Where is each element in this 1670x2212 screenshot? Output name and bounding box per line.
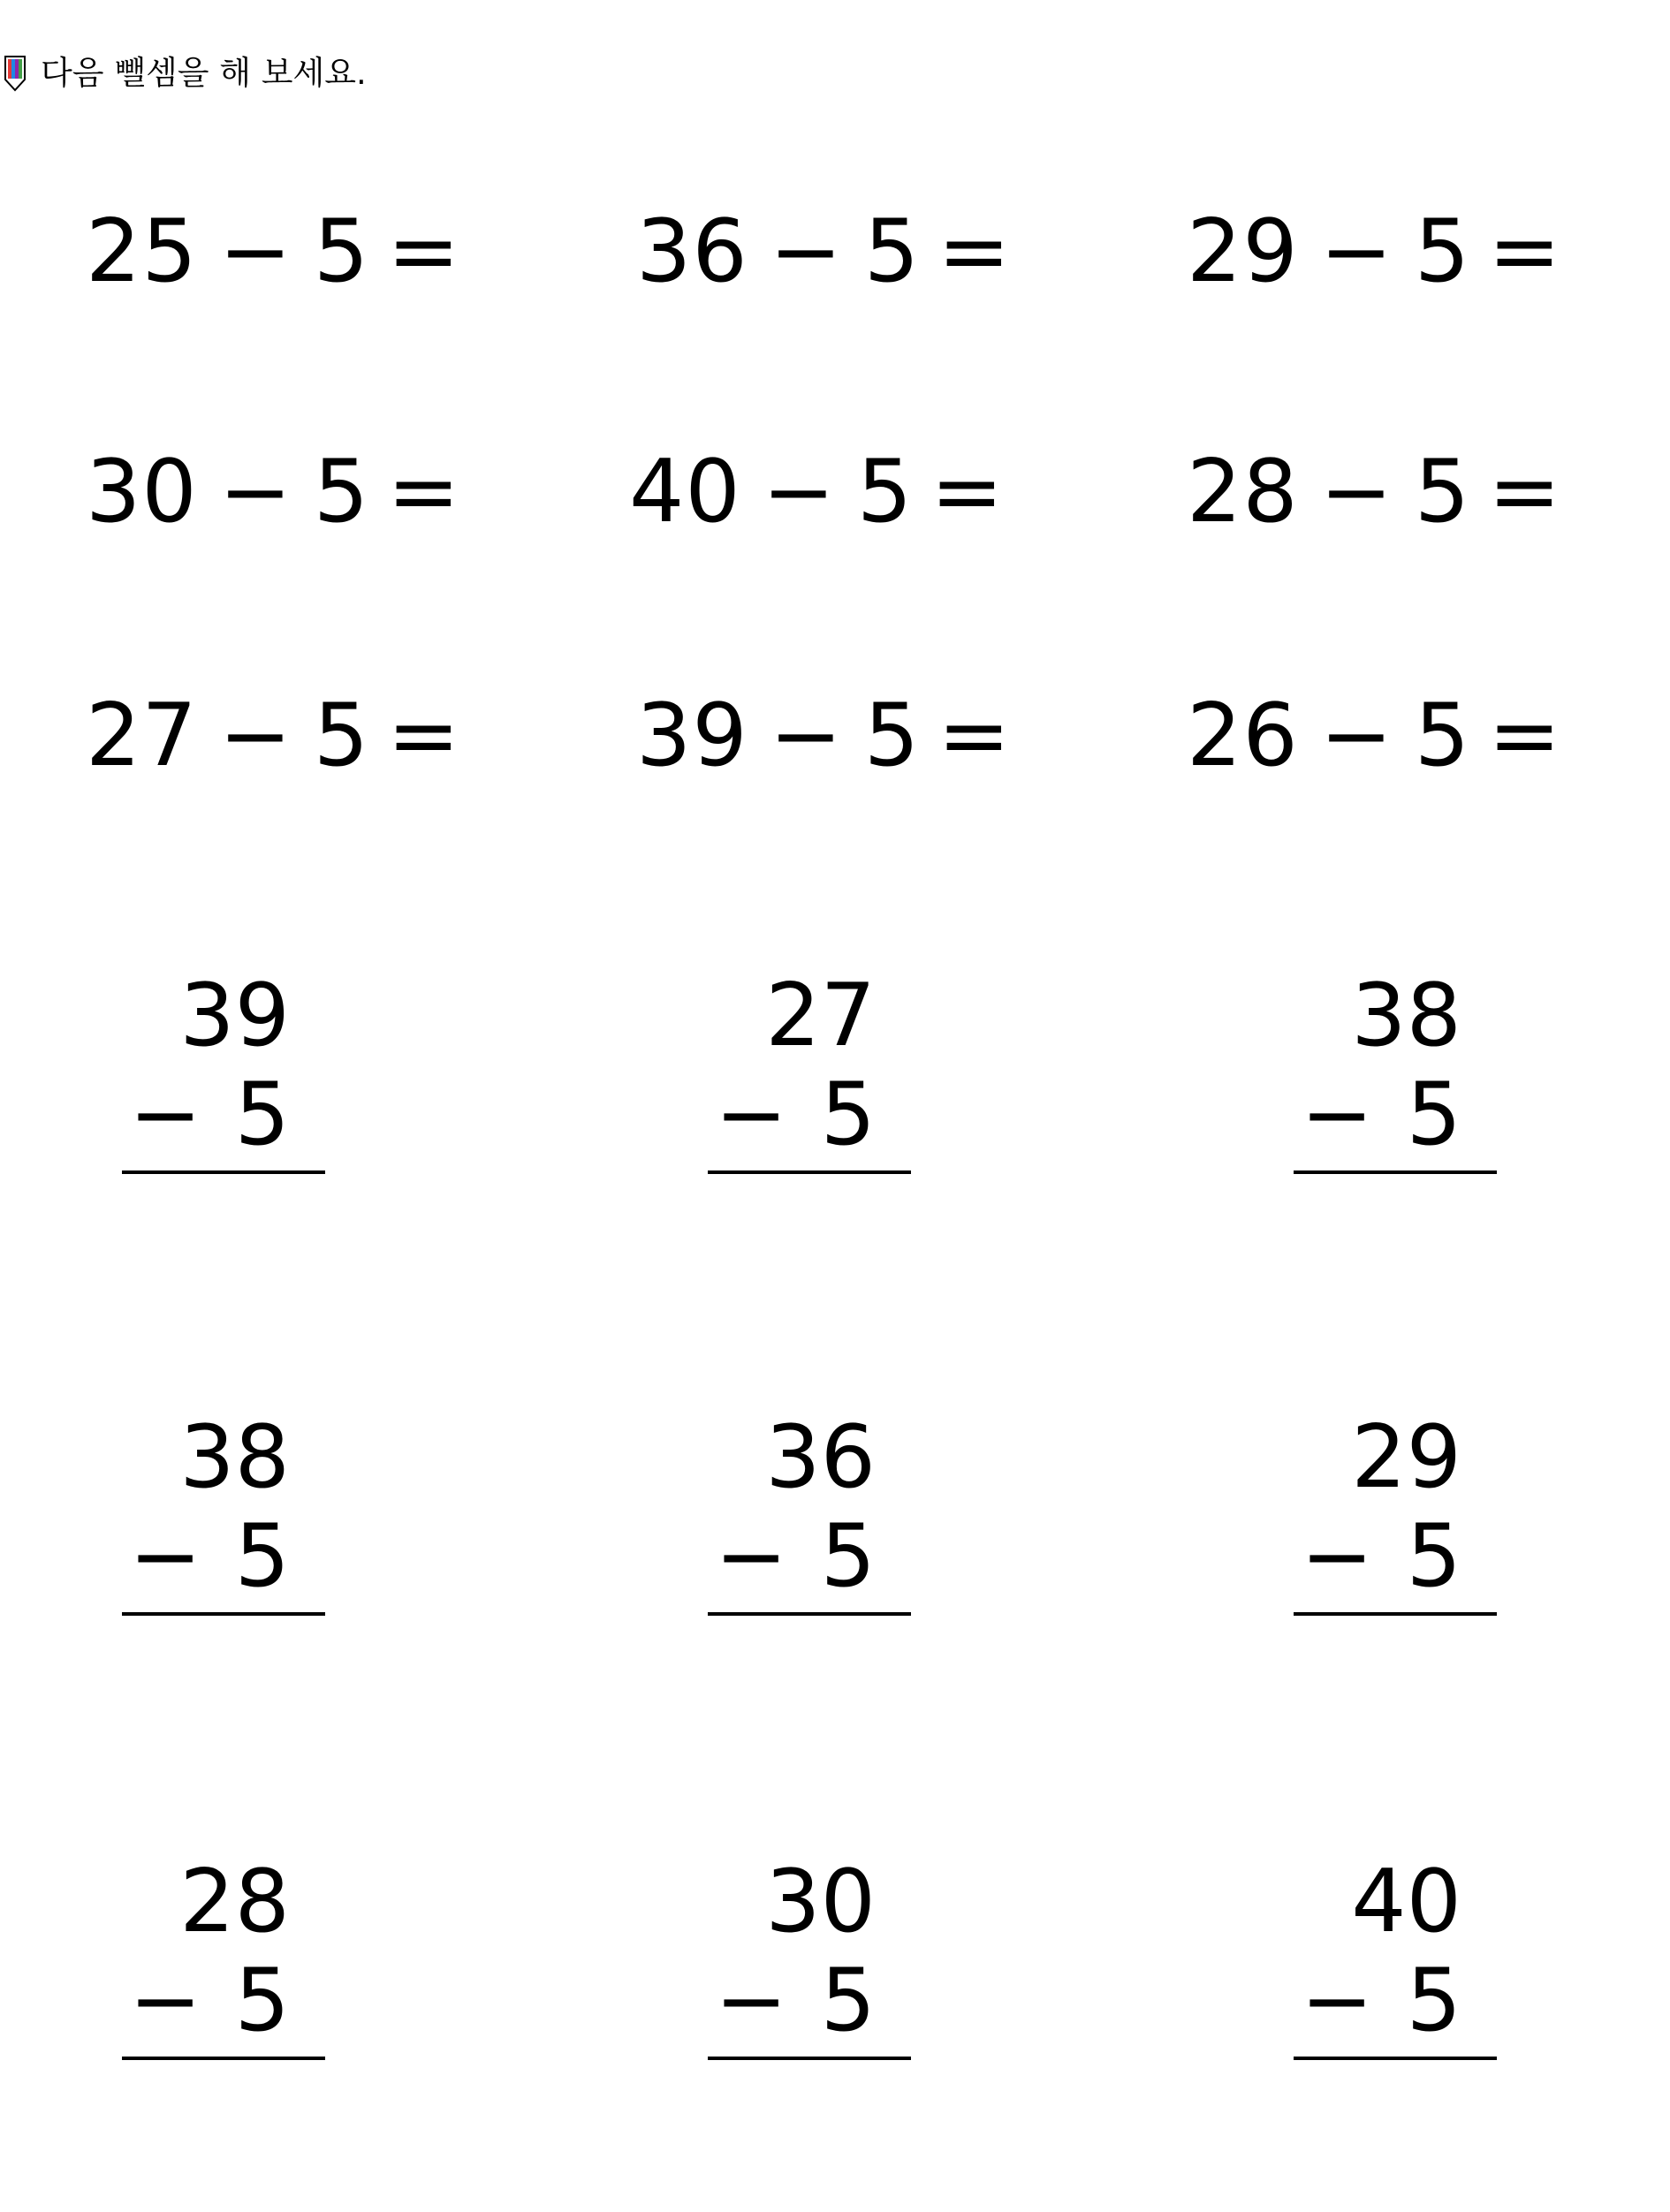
minus-sign: − (715, 1064, 788, 1165)
equals-sign: = (930, 442, 1005, 542)
subtrahend: 5 (820, 1951, 876, 2051)
minus-sign: − (715, 1951, 788, 2051)
minuend: 28 (1187, 442, 1299, 542)
minus-sign: − (1319, 442, 1393, 542)
subtrahend: 5 (1414, 201, 1471, 302)
answer-line (1294, 1170, 1497, 1174)
subtrahend: 5 (1406, 1506, 1461, 1607)
minus-sign: − (218, 201, 292, 302)
minuend: 26 (1187, 686, 1299, 786)
instruction-text: 다음 뺄셈을 해 보세요. (41, 54, 367, 92)
vertical-problem (1294, 1409, 1497, 1621)
vertical-problem (708, 967, 911, 1179)
answer-line (122, 1170, 325, 1174)
subtrahend: 5 (234, 1506, 290, 1607)
minus-sign: − (1319, 686, 1393, 786)
vertical-problem (122, 1853, 325, 2065)
vertical-problem (708, 1853, 911, 2065)
minus-sign: − (129, 1064, 202, 1165)
equals-sign: = (1488, 442, 1562, 542)
minuend: 27 (765, 966, 876, 1066)
minuend: 28 (179, 1852, 290, 1952)
subtrahend: 5 (863, 686, 921, 786)
answer-line (708, 2057, 911, 2060)
minuend: 40 (629, 442, 741, 542)
vertical-problem (122, 1409, 325, 1621)
minus-sign: − (715, 1506, 788, 1607)
worksheet-header (4, 51, 367, 95)
horizontal-problem (629, 443, 1004, 541)
minuend: 40 (1351, 1852, 1461, 1952)
minuend: 27 (86, 686, 198, 786)
equals-sign: = (1488, 686, 1562, 786)
minuend: 39 (179, 966, 290, 1066)
answer-line (122, 1612, 325, 1616)
horizontal-problem (1187, 203, 1561, 300)
minus-sign: − (129, 1951, 202, 2051)
subtrahend: 5 (856, 442, 914, 542)
minus-sign: − (1301, 1506, 1374, 1607)
subtrahend: 5 (234, 1064, 290, 1165)
answer-line (708, 1170, 911, 1174)
answer-line (122, 2057, 325, 2060)
subtrahend: 5 (1406, 1064, 1461, 1165)
subtrahend: 5 (1414, 686, 1471, 786)
minus-sign: − (1301, 1064, 1374, 1165)
subtrahend: 5 (1406, 1951, 1461, 2051)
vertical-problem (1294, 967, 1497, 1179)
minuend: 29 (1187, 201, 1299, 302)
minus-sign: − (769, 686, 843, 786)
subtrahend: 5 (820, 1064, 876, 1165)
subtrahend: 5 (863, 201, 921, 302)
vertical-problem (708, 1409, 911, 1621)
horizontal-problem (86, 203, 460, 300)
minus-sign: − (129, 1506, 202, 1607)
equals-sign: = (387, 686, 461, 786)
subtrahend: 5 (820, 1506, 876, 1607)
horizontal-problem (86, 687, 460, 784)
minuend: 29 (1351, 1407, 1461, 1508)
horizontal-problem (1187, 687, 1561, 784)
equals-sign: = (1488, 201, 1562, 302)
minuend: 39 (636, 686, 748, 786)
minus-sign: − (762, 442, 836, 542)
vertical-problem (122, 967, 325, 1179)
minuend: 36 (636, 201, 748, 302)
horizontal-problem (636, 203, 1011, 300)
subtrahend: 5 (313, 201, 370, 302)
horizontal-problem (1187, 443, 1561, 541)
minus-sign: − (218, 686, 292, 786)
equals-sign: = (937, 686, 1012, 786)
minuend: 25 (86, 201, 198, 302)
pencil-icon (4, 55, 27, 92)
vertical-problem (1294, 1853, 1497, 2065)
answer-line (1294, 1612, 1497, 1616)
equals-sign: = (387, 201, 461, 302)
minuend: 30 (86, 442, 198, 542)
equals-sign: = (387, 442, 461, 542)
minuend: 38 (179, 1407, 290, 1508)
minus-sign: − (218, 442, 292, 542)
minuend: 30 (765, 1852, 876, 1952)
minuend: 38 (1351, 966, 1461, 1066)
minuend: 36 (765, 1407, 876, 1508)
horizontal-problem (86, 443, 460, 541)
minus-sign: − (1301, 1951, 1374, 2051)
horizontal-problem (636, 687, 1011, 784)
minus-sign: − (769, 201, 843, 302)
answer-line (1294, 2057, 1497, 2060)
subtrahend: 5 (1414, 442, 1471, 542)
answer-line (708, 1612, 911, 1616)
subtrahend: 5 (313, 442, 370, 542)
equals-sign: = (937, 201, 1012, 302)
subtrahend: 5 (234, 1951, 290, 2051)
subtrahend: 5 (313, 686, 370, 786)
minus-sign: − (1319, 201, 1393, 302)
